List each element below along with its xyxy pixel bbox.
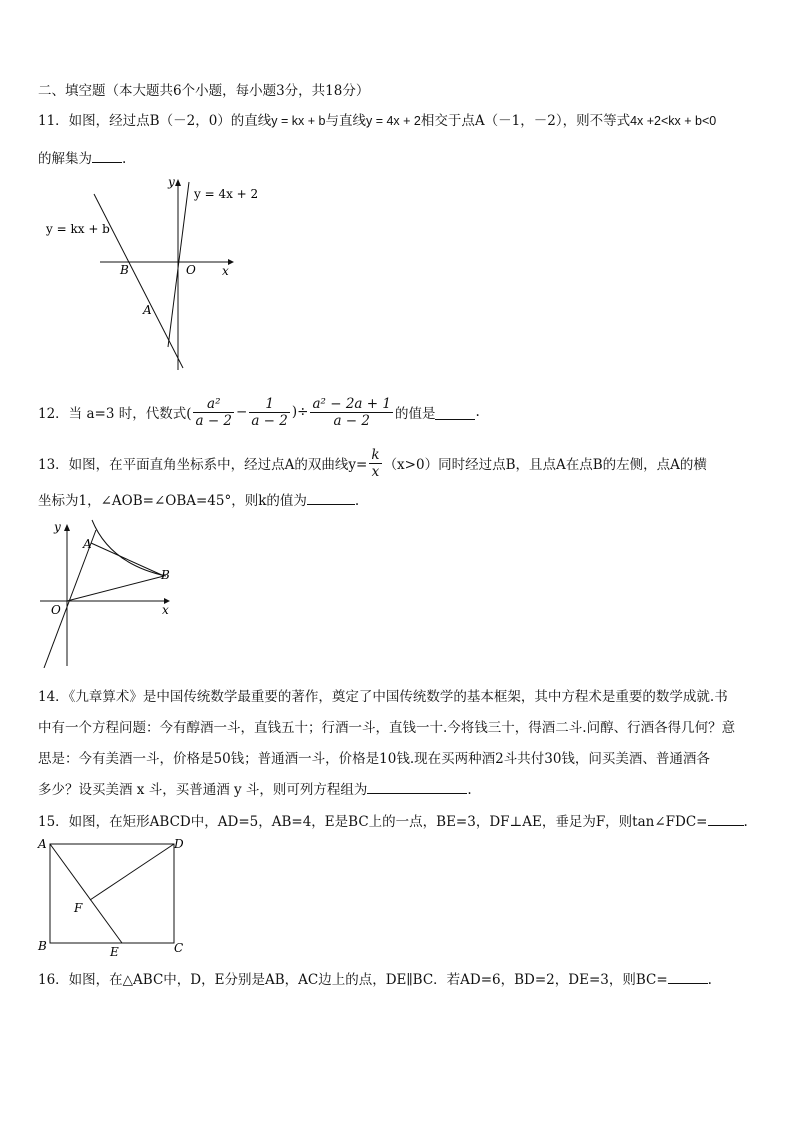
q15-text: 15．如图，在矩形ABCD中，AD=5，AB=4，E是BC上的一点，BE=3，DF⊥AE，垂足为F，则tan∠FDC= [38,814,708,830]
q12-text-b: 的值是 [394,406,436,422]
question-13-line2 [38,489,359,509]
question-16 [38,968,712,988]
q12-minus: − [236,404,248,420]
q11-text-d: 的解集为 [38,151,92,167]
q11-ineq: 4x +2<kx + b<0 [630,114,717,128]
q11-eq1: y = kx + b [271,114,326,128]
q12-text-a: 12．当 a=3 时，代数式( [38,406,192,422]
answer-blank-16[interactable] [668,983,708,984]
q13-line2-a: 坐标为1，∠AOB=∠OBA=45°，则k的值为 [38,493,307,509]
label-O: O [186,263,196,277]
q11-end: . [122,151,127,167]
q12-fraction-2 [249,396,290,429]
line-kx-b [94,194,183,368]
question-13-line1 [38,440,707,486]
answer-blank-14[interactable] [367,793,467,794]
answer-blank-12[interactable] [435,405,475,420]
q13-frac-den: x [371,463,380,480]
q14-line4-a: 多少？设买美酒 x 斗，买普通酒 y 斗，则可列方程组为 [38,782,368,798]
label-B: B [120,263,129,277]
x-axis-arrow [228,259,234,265]
label-E: E [110,945,119,959]
segment-DF [90,844,174,900]
question-14-line4 [38,778,472,798]
question-12 [38,388,480,436]
label-x: x [222,264,229,278]
label-B: B [161,568,170,582]
question-14-line1: 14．《九章算术》是中国传统数学最重要的著作，奠定了中国传统数学的基本框架，其中方程术是重要的数学成就.书 [38,689,728,705]
q12-close-div: )÷ [291,404,309,420]
answer-blank-11[interactable] [92,162,122,163]
q12-fraction-3 [310,396,392,429]
q13-figure [36,516,186,668]
q13-fraction [369,447,381,480]
q15-end: . [743,814,748,830]
q13-end: . [354,493,360,509]
q16-end: . [707,972,712,988]
segment-AE [50,844,122,943]
label-D: D [174,837,184,851]
q15-figure [34,834,194,962]
q11-text-b: 与直线 [325,113,366,129]
q12-f1-num: a² [193,396,234,413]
answer-blank-15[interactable] [708,825,744,826]
label-x: x [162,603,169,617]
question-14-line2: 中有一个方程问题：今有醇酒一斗，直钱五十；行酒一斗，直钱一十.今将钱三十，得酒二斗.问醇、行酒各得几何？意 [38,720,736,736]
y-axis-arrow [64,524,70,531]
q13-text-b: （x>0）同时经过点B，且点A在点B的左侧，点A的横 [383,457,707,473]
q11-text-a: 11．如图，经过点B（－2，0）的直线 [38,113,272,129]
label-line1: y = kx + b [46,222,110,236]
q11-text-c: 相交于点A（－1，－2），则不等式 [420,113,631,129]
label-y: y [168,175,175,189]
answer-blank-13[interactable] [307,504,355,505]
rectangle-ABCD [50,844,174,943]
q12-f1-den: a − 2 [195,412,233,429]
question-14-line3: 思是：今有美酒一斗，价格是50钱；普通酒一斗，价格是10钱.现在买两种酒2斗共付30钱，问买美酒、普通酒各 [38,751,710,767]
line-OB [67,576,164,601]
label-y: y [54,520,61,534]
question-11-line2 [38,147,126,167]
label-line2: y = 4x + 2 [194,187,259,201]
section-title: 二、填空题（本大题共6个小题，每小题3分，共18分） [38,83,370,99]
question-11-line1 [38,109,716,129]
q13-text-a: 13．如图，在平面直角坐标系中，经过点A的双曲线y= [38,457,368,473]
q12-f3-den: a − 2 [333,412,370,429]
label-C: C [174,941,184,955]
label-F: F [74,901,83,915]
label-A: A [38,837,47,851]
q11-figure [40,172,270,382]
q14-end: . [467,782,472,798]
label-B: B [38,939,47,953]
y-axis-arrow [175,179,181,186]
q11-eq2: y = 4x + 2 [365,114,421,128]
q12-end: . [475,404,480,420]
q12-f2-den: a − 2 [251,412,288,429]
label-O: O [51,603,61,617]
line-AB [91,543,164,576]
question-15 [38,810,748,830]
q12-f3-num: a² − 2a + 1 [312,395,391,412]
q16-text: 16．如图，在△ABC中，D，E分别是AB，AC边上的点，DE∥BC．若AD=6，BD=2，DE=3，则BC= [38,972,668,988]
q13-frac-num: k [371,446,380,463]
label-A: A [83,537,92,551]
q12-f2-num: 1 [249,396,290,413]
label-A: A [143,303,152,317]
q12-fraction-1 [193,396,234,429]
